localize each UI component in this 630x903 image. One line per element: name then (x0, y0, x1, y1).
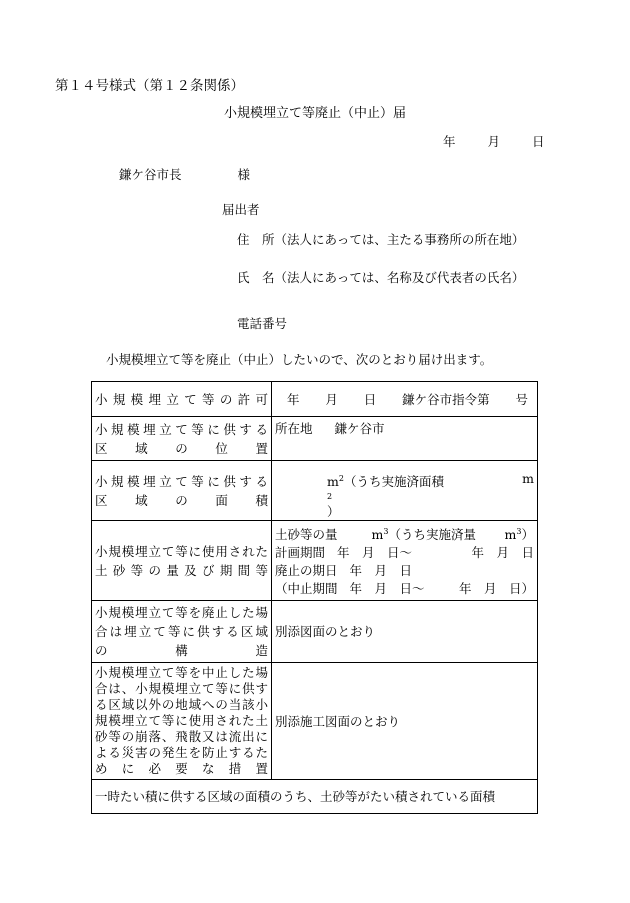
done-area-label: （うち実施済面積 (343, 474, 444, 490)
amount-value: 土砂等の量 $m^3$（うち実施済量 $m^3$） 計画期間 年 月 日～ 年 月 日 廃止の期日 年 月 日 （中止期間 年 月 日～ 年 月 日） (272, 521, 538, 601)
amount-label: 土砂等の量 (275, 527, 338, 543)
permit-day: 日 (363, 391, 377, 407)
table-row (92, 382, 538, 417)
addressee (119, 167, 250, 182)
place-label: 所在地 (275, 421, 313, 436)
table-row (92, 417, 538, 461)
permit-month: 月 (325, 391, 338, 407)
done-amount-label: （うち実施済量 (388, 527, 476, 543)
row-label-location: 小規模埋立て等に供する 区域の位置 (92, 417, 272, 461)
permit-value (272, 382, 538, 417)
area-unit-end: m (522, 471, 534, 486)
abolish-date: 年 月 日 (349, 563, 413, 579)
notification-table (91, 381, 538, 814)
area-unit: m (327, 474, 339, 490)
intro-text: 小規模埋立て等を廃止（中止）したいので、次のとおり届け出ます。 (106, 352, 493, 367)
plan-label: 計画期間 (275, 545, 326, 561)
plan-from: 年 月 日～ (337, 545, 413, 561)
date-month: 月 (487, 134, 500, 149)
measures-value: 別添施工図面のとおり (272, 663, 538, 780)
plan-to: 年 月 日 (471, 545, 534, 561)
suspend-label: （中止期間 (275, 581, 338, 597)
suspend-from: 年 月 日～ (349, 581, 425, 597)
table-row (92, 601, 538, 663)
applicant-label: 届出者 (222, 202, 260, 217)
row-label-area: 小規模埋立て等に供する 区域の面積 (92, 461, 272, 521)
row-label-temporary-area: 一時たい積に供する区域の面積のうち、土砂等がたい積されている面積 (92, 780, 538, 814)
area-unit-end-sup: 2 (327, 492, 333, 502)
addressee-name: 鎌ケ谷市長 (119, 167, 182, 182)
row-label-amount: 小規模埋立て等に使用された 土砂等の量及び期間等 (92, 521, 272, 601)
honorific: 様 (237, 167, 251, 182)
table-row (92, 663, 538, 780)
form-number: 第１４号様式（第１２条関係） (55, 78, 244, 94)
permit-office: 鎌ケ谷市指令第 (402, 391, 490, 407)
address-label: 住 所（法人にあっては、主たる事務所の所在地） (237, 232, 525, 247)
city-name: 鎌ケ谷市 (334, 421, 385, 436)
structure-value: 別添図面のとおり (272, 601, 538, 663)
date-line (443, 134, 544, 149)
date-day: 日 (531, 134, 545, 149)
table-row (92, 780, 538, 814)
document-title: 小規模埋立て等廃止（中止）届 (223, 106, 406, 121)
area-unit-sup: 2 (338, 474, 344, 483)
row-label-measures: 小規模埋立て等を中止した場 合は、小規模埋立て等に供す る区域以外の地域への当該小 規模埋立て等に使用された土 砂等の崩落、飛散又は流出に よる災害の発生を防止するた めに必要な措置 (92, 663, 272, 780)
abolish-label: 廃止の期日 (275, 563, 338, 579)
area-close: ） (327, 504, 340, 520)
phone-label: 電話番号 (237, 316, 288, 331)
permit-year: 年 (287, 391, 300, 407)
location-value (272, 417, 538, 461)
area-value (272, 461, 538, 521)
date-year: 年 (443, 134, 456, 149)
row-label-permit: 小規模埋立て等の許可 (92, 382, 272, 417)
name-label: 氏 名（法人にあっては、名称及び代表者の氏名） (237, 270, 525, 285)
suspend-to: 年 月 日） (458, 581, 534, 597)
row-label-structure: 小規模埋立て等を廃止した場 合は埋立て等に供する区域 の構造 (92, 601, 272, 663)
permit-number: 号 (515, 391, 528, 407)
table-row (92, 521, 538, 601)
table-row (92, 461, 538, 521)
